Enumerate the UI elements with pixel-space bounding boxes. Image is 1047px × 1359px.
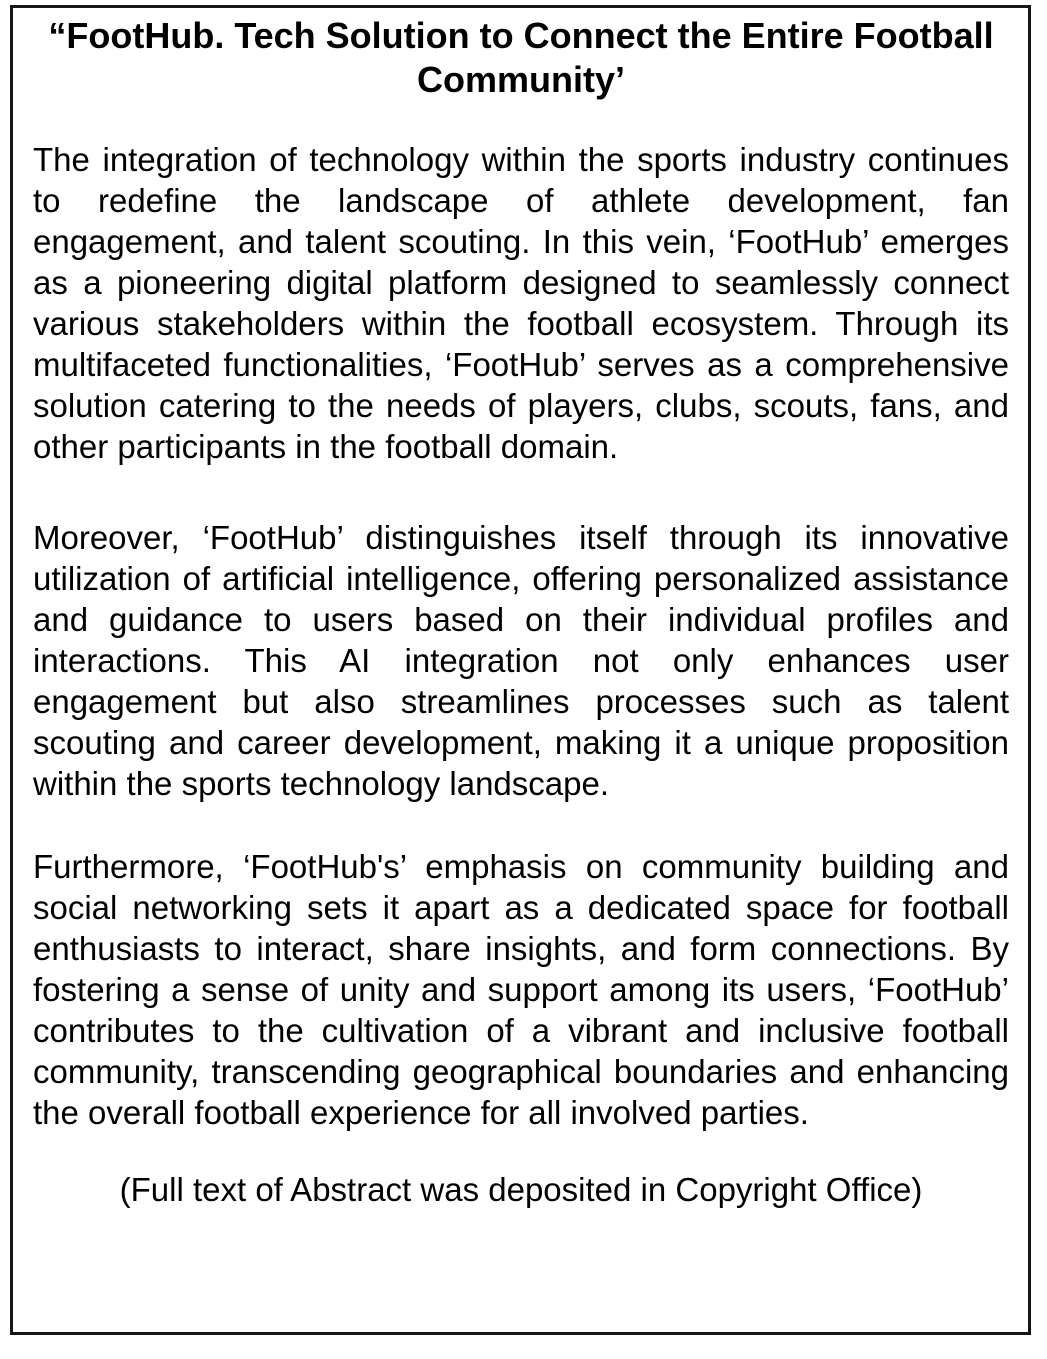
abstract-title: “FootHub. Tech Solution to Connect the Entire Football Community’ [48, 15, 994, 100]
abstract-document-box [10, 5, 1031, 1335]
copyright-deposit-note: (Full text of Abstract was deposited in Copyright Office) [119, 1171, 923, 1208]
abstract-paragraph-3: Furthermore, ‘FootHub's’ emphasis on community building and social networking sets it apart as a dedicated space for football enthusiasts to interact, share insights, and form connections. By fostering a sense of unity and support among its users, ‘FootHub’ contributes to the cultivation of a vibrant and inclusive football community, transcending geographical boundaries and enhancing the overall football experience for all involved parties. [33, 848, 1009, 1131]
abstract-paragraph-1: The integration of technology within the sports industry continues to redefine the landscape of athlete development, fan engagement, and talent scouting. In this vein, ‘FootHub’ emerges as a pioneering digital platform designed to seamlessly connect various stakeholders within the football ecosystem. Through its multifaceted functionalities, ‘FootHub’ serves as a comprehensive solution catering to the needs of players, clubs, scouts, fans, and other participants in the football domain. [33, 141, 1009, 465]
abstract-paragraph-2: Moreover, ‘FootHub’ distinguishes itself through its innovative utilization of artificial intelligence, offering personalized assistance and guidance to users based on their individual profiles and interactions. This AI integration not only enhances user engagement but also streamlines processes such as talent scouting and career development, making it a unique proposition within the sports technology landscape. [33, 519, 1009, 802]
